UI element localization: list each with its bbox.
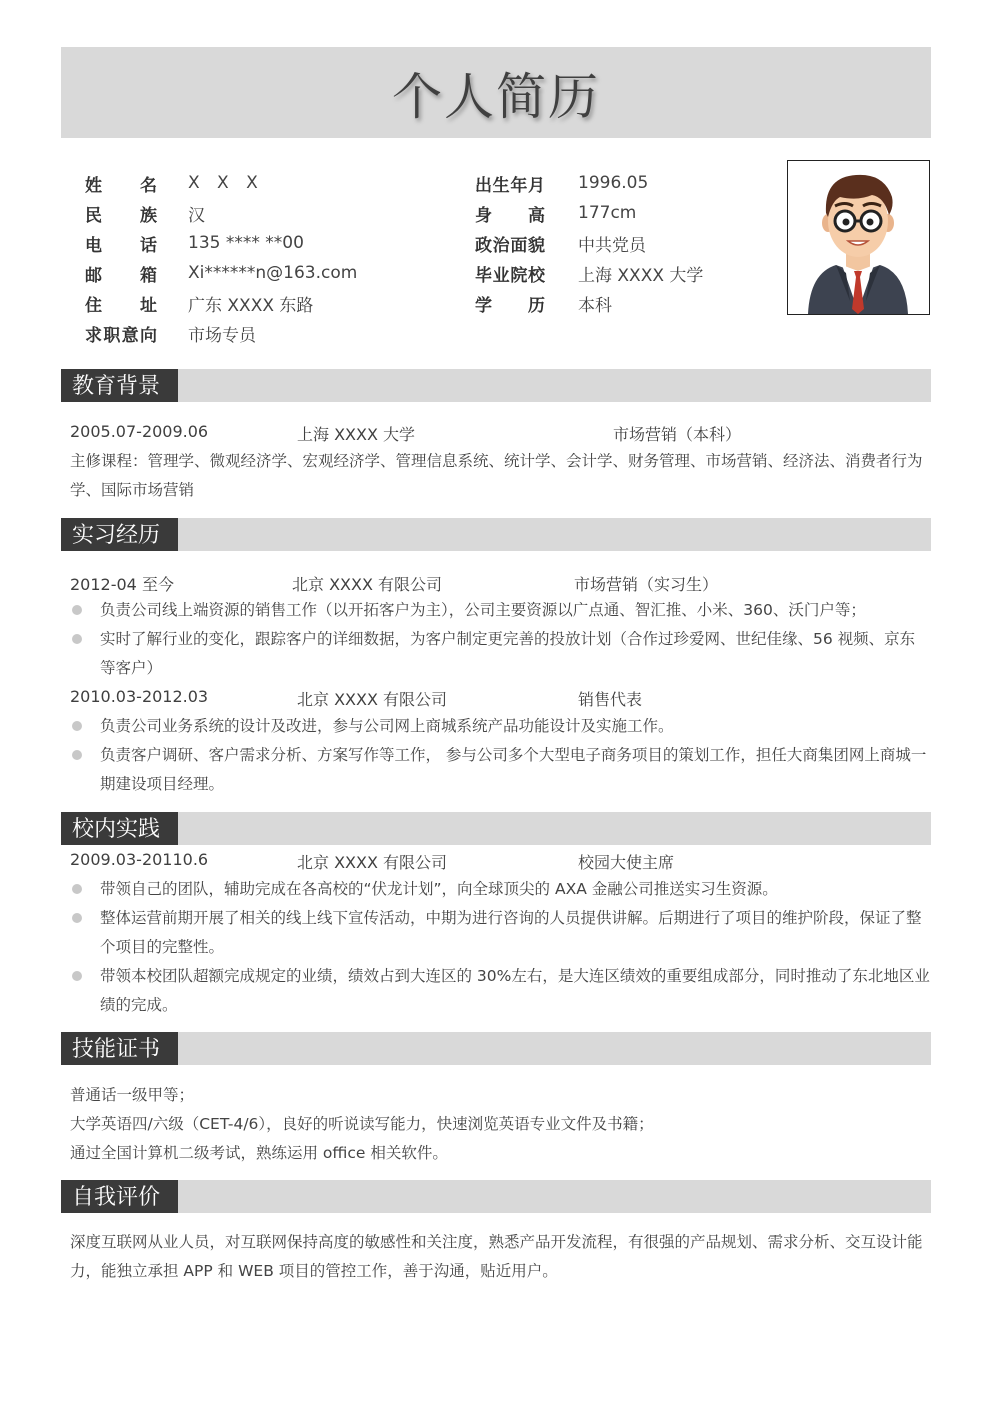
bullet-text: 负责客户调研、客户需求分析、方案写作等工作， 参与公司多个大型电子商务项目的策划工作，担任大商集团网上商城一期建设项目经理。: [100, 746, 927, 793]
job-company: 北京 XXXX 有限公司: [297, 690, 448, 709]
info-value: 177cm: [578, 203, 637, 223]
section-header-education: [61, 369, 931, 402]
section-header-campus: [61, 812, 931, 845]
list-item: [70, 712, 930, 741]
info-value: 上海 XXXX 大学: [578, 265, 704, 286]
education-period: 2005.07-2009.06: [70, 422, 209, 441]
skill-line: 通过全国计算机二级考试，熟练运用 office 相关软件。: [70, 1144, 448, 1162]
education-major: 市场营销（本科）: [613, 425, 742, 444]
section-header-skills: [61, 1032, 931, 1065]
info-label: 毕业院校: [475, 265, 545, 286]
basic-info-left: [85, 168, 357, 348]
bullet-text: 带领本校团队超额完成规定的业绩，绩效占到大连区的 30%左右，是大连区绩效的重要组成部分，同时推动了东北地区业绩的完成。: [100, 967, 930, 1014]
info-value: 本科: [578, 295, 612, 316]
list-item: [70, 875, 930, 904]
skill-line: 大学英语四/六级（CET-4/6），良好的听说读写能力，快速浏览英语专业文件及书籍；: [70, 1115, 654, 1133]
info-label: 民族: [85, 205, 157, 226]
info-label: 住址: [85, 295, 157, 316]
section-title: 实习经历: [61, 518, 178, 551]
info-value: X X X: [188, 173, 264, 193]
info-label: 出生年月: [475, 175, 545, 196]
job-period: 2010.03-2012.03: [70, 687, 209, 706]
info-row-height: [475, 198, 703, 228]
list-item: [70, 904, 930, 962]
job-bullet-list: [70, 596, 930, 683]
section-title: 教育背景: [61, 369, 178, 402]
section-title: 校内实践: [61, 812, 178, 845]
campus-role: 校园大使主席: [578, 853, 675, 872]
info-value: 135 **** **00: [188, 233, 304, 253]
job-company: 北京 XXXX 有限公司: [292, 575, 443, 594]
list-item: [70, 625, 930, 683]
avatar-icon: [788, 161, 929, 314]
bullet-dot: [72, 971, 82, 981]
bullet-text: 带领自己的团队，辅助完成在各高校的“伏龙计划”，向全球顶尖的 AXA 金融公司推送实习生资源。: [100, 880, 778, 898]
page-title: 个人简历: [392, 67, 600, 126]
job-period: 2012-04 至今: [70, 575, 174, 594]
basic-info-right: [475, 168, 703, 318]
info-value: 1996.05: [578, 173, 649, 193]
campus-company: 北京 XXXX 有限公司: [297, 853, 448, 872]
title-bar: [61, 47, 931, 138]
info-value: 广东 XXXX 东路: [188, 295, 314, 316]
info-value: 中共党员: [578, 235, 646, 256]
info-row-objective: [85, 318, 357, 348]
bullet-text: 实时了解行业的变化，跟踪客户的详细数据，为客户制定更完善的投放计划（合作过珍爱网、世纪佳缘、56 视频、京东等客户）: [100, 630, 916, 677]
profile-photo: [787, 160, 930, 315]
bullet-dot: [72, 884, 82, 894]
info-label: 学历: [475, 295, 545, 316]
section-title: 技能证书: [61, 1032, 178, 1065]
self-eval-text: 深度互联网从业人员，对互联网保持高度的敏感性和关注度，熟悉产品开发流程，有很强的产品规划、需求分析、交互设计能力，能独立承担 APP 和 WEB 项目的管控工作，善于沟通，贴近用户。: [70, 1233, 923, 1280]
info-value: 汉: [188, 205, 205, 226]
list-item: [70, 596, 930, 625]
info-label: 求职意向: [85, 325, 157, 346]
bullet-dot: [72, 634, 82, 644]
bullet-dot: [72, 605, 82, 615]
bullet-dot: [72, 750, 82, 760]
info-row-email: [85, 258, 357, 288]
info-label: 姓名: [85, 175, 157, 196]
info-label: 政治面貌: [475, 235, 545, 256]
list-item: [70, 962, 930, 1020]
bullet-dot: [72, 913, 82, 923]
bullet-text: 整体运营前期开展了相关的线上线下宣传活动，中期为进行咨询的人员提供讲解。后期进行了项目的维护阶段，保证了整个项目的完整性。: [100, 909, 922, 956]
job-bullet-list: [70, 712, 930, 799]
education-school: 上海 XXXX 大学: [297, 425, 416, 444]
info-row-ethnicity: [85, 198, 357, 228]
skills-list: [70, 1081, 928, 1168]
bullet-text: 负责公司线上端资源的销售工作（以开拓客户为主），公司主要资源以广点通、智汇推、小米、360、沃门户等；: [100, 601, 866, 619]
info-row-phone: [85, 228, 357, 258]
info-row-name: [85, 168, 357, 198]
skill-line: 普通话一级甲等；: [70, 1086, 195, 1104]
info-label: 邮箱: [85, 265, 157, 286]
campus-period: 2009.03-20110.6: [70, 850, 209, 869]
section-header-internship: [61, 518, 931, 551]
info-row-birth: [475, 168, 703, 198]
job-role: 市场营销（实习生）: [574, 575, 719, 594]
info-row-politics: [475, 228, 703, 258]
section-header-self-eval: [61, 1180, 931, 1213]
info-label: 电话: [85, 235, 157, 256]
info-row-school: [475, 258, 703, 288]
info-value: 市场专员: [188, 325, 256, 346]
info-row-degree: [475, 288, 703, 318]
education-courses: 主修课程：管理学、微观经济学、宏观经济学、管理信息系统、统计学、会计学、财务管理、市场营销、经济法、消费者行为学、国际市场营销: [70, 452, 923, 499]
section-title: 自我评价: [61, 1180, 178, 1213]
bullet-dot: [72, 721, 82, 731]
job-role: 销售代表: [578, 690, 643, 709]
bullet-text: 负责公司业务系统的设计及改进，参与公司网上商城系统产品功能设计及实施工作。: [100, 717, 674, 735]
info-value: Xi******n@163.com: [188, 263, 358, 283]
info-label: 身高: [475, 205, 545, 226]
campus-bullet-list: [70, 875, 930, 1020]
list-item: [70, 741, 930, 799]
info-row-address: [85, 288, 357, 318]
